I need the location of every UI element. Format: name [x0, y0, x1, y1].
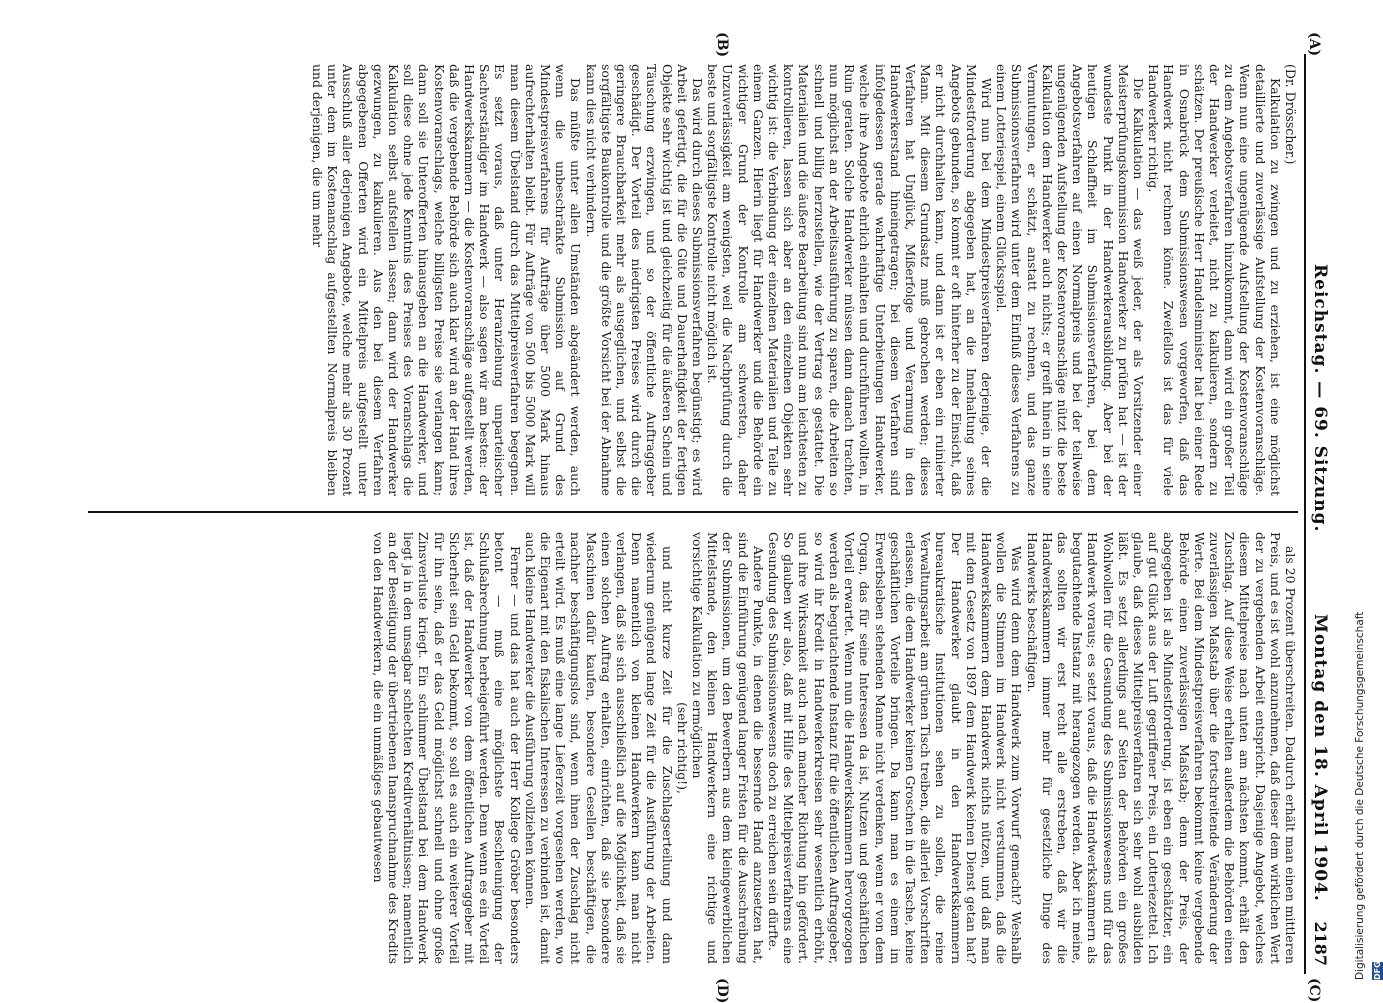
paragraph: Die Kalkulation — das weiß jeder, der als Vorsitzender einer Meisterprüfungskommission Handwerker zu prüfen hat — ist der wundeste Punkt in der Handwerkerausbildung. Aber bei der heutigen Schlaffheit im Submissionsverfahren, bei dem Angebotsverfahren auf einen Normalpreis und bei der teilweise ungenügenden Aufstellung der Kostenvoranschläge nützt die beste Kalkulation dem Handwerker auch nichts; er greift hinein in seine Vermutungen, er schätzt, anstatt zu rechnen, und das ganze Submissionsverfahren wird unter dem Einfluß dieses Verfahrens zu einem Lotteriespiel, einem Glücksspiel.	[994, 64, 1146, 496]
margin-marker-b: (B)	[714, 32, 730, 58]
paragraph: und nicht kurze Zeit für die Zuschlagserteilung und dann wiederum genügend lange Zeit für die Ausführung der Arbeiten. Denn namentlich von kleinen Handwerkern kann man nicht verlangen, daß sie sich ausschließlich auf die Möglichkeit, daß sie einen solchen Auftrag erhalten, einrichten, daß sie besondere Maschinen dafür kaufen, besondere Gesellen beschäftigen, die nachher beschäftigungslos sind, wenn ihnen der Zuschlag nicht erteilt wird. Es muß eine lange Lieferzeit vorgesehen werden, wo die Eigenart mit den fiskalischen Interessen zu verbinden ist, damit auch kleine Handwerker die Ausführung vollziehen können.	[522, 532, 675, 964]
page-header	[1306, 54, 1330, 974]
margin-marker-d: (D)	[714, 978, 730, 1003]
dfg-logo: DFG	[1373, 961, 1382, 980]
document-page	[70, 32, 1330, 1003]
column-divider	[88, 511, 1298, 513]
paragraph: Kalkulation zu zwingen und zu erziehen, ist eine möglichst detaillierte und zuverlässige Aufstellung der Kostenvoranschläge. Wenn nun eine ungenügende Aufstellung der Kostenvoranschläge zu dem Angebotsverfahren hinzukommt, dann wird ein großer Teil der Handwerker verleitet, nicht zu kalkulieren, sondern zu schätzen. Der preußische Herr Handelsminister hat bei einer Rede in Osnabrück dem Submissionswesen vorgeworfen, daß das Handwerk nicht rechnen könne. Zweifellos ist das für viele Handwerker richtig.	[1146, 64, 1283, 496]
margin-marker-c: (C)	[1306, 978, 1322, 1003]
page-number: 2187	[1311, 921, 1330, 966]
interjection: (sehr richtig!),	[674, 702, 690, 794]
paragraph: Das müßte unter allen Umständen abgeändert werden, auch wenn die unbeschränkte Submission auf Grund des Mindestpreisverfahrens für Aufträge über 5000 Mark hinaus aufrechterhalten bleibt. Für Aufträge von 500 bis 5000 Mark will man diesem Übelstand durch das Mittelpreisverfahren begegnen. Es setzt voraus, daß unter Heranziehung unparteiischer Sachverständiger im Handwerk — also sagen wir am besten: der Handwerkskammern — die Kostenvoranschläge aufgestellt werden, daß die vergebende Behörde sich auch klar wird an der Hand ihres Kostenvoranschlags, welche billigsten Preise sie verlangen kann; dann soll sie Unterofferten hinausgeben an die Handwerker, und soll diese ohne jede Kenntnis des Preises des Voranschlags die Kalkulation selbst aufstellen lassen; dann wird der Handwerker gezwungen, zu kalkulieren. Aus den bei diesem Verfahren abgegebenen Offerten wird ein Mittelpreis aufgestellt unter Ausschluß aller derjenigen Angebote, welche mehr als 30 Prozent unter dem im Kostenanschlag aufgestellten Normalpreis bleiben und derjenigen, die um mehr	[310, 64, 584, 496]
margin-marker-a: (A)	[1306, 32, 1322, 57]
digitization-note: Digitalisierung gefördert durch die Deutsche Forschungsgemeinschaft	[1354, 611, 1366, 980]
header-left-title: Reichstag. — 69. Sitzung.	[1310, 264, 1330, 533]
header-rule	[1304, 54, 1306, 974]
paragraph: Das wird durch dieses Submissionsverfahren begünstigt; es wird Arbeit gefertigt, die für die Güte und Dauerhaftigkeit der fertigen Objekte sehr wichtig ist und gleichzeitig für die äußeren Schein und Täuschung erzwingen, und so der öffentliche Auftraggeber geschädigt. Der Vorteil des niedrigsten Preises wird durch die geringere Brauchbarkeit mehr als ausgeglichen, und selbst die sorgfältigste Baukontrolle und die größte Vorsicht bei der Abnahme kann dies nicht verhindern.	[583, 64, 706, 496]
paragraph: Ferner — und das hat auch der Herr Kollege Gröber besonders betont — muß eine möglichste Beschleunigung der Schlußabrechnung herbeigeführt werden. Denn wenn es ein Vorteil ist, daß der Handwerker von dem öffentlichen Auftraggeber mit Sicherheit sein Geld bekommt, so soll es auch ein weiterer Vorteil für ihn sein, daß er das Geld möglichst schnell und ohne große Zinsverluste kriegt. Ein schlimmer Übelstand bei dem Handwerk liegt ja in den unsagbar schlechten Kreditverhältnissen; namentlich an der Beseitigung der übertriebenen Inanspruchnahme des Kredits von den Handwerkern, die ein unmäßiges gebautwesen	[370, 532, 523, 964]
paragraph: Andere Punkte, in denen die bessernde Hand anzusetzen hat, sind die Einführung genügend langer Fristen für die Ausschreibung der Submissionen, um den Bewerbern aus dem kleingewerblichen Mittelstande, den kleinen Handwerkern eine richtige und vorsichtige Kalkulation zu ermöglichen	[690, 532, 766, 964]
paragraph: Wird nun bei dem Mindestpreisverfahren derjenige, der die Mindestforderung abgegeben hat, an die Innehaltung seines Angebots gebunden, so kommt er oft hinterher zu der Einsicht, daß er nicht durchhalten kann, und dann ist er eben ein ruinierter Mann. Mit diesem Grundsatz muß gebrochen werden; dieses Verfahren hat Unglück, Mißerfolge und Verarmung in den Handwerkerstand hineingetragen; bei diesem Verfahren sind infolgedessen gerade wahrhaftige Unterbietungen Handwerker, welche ihre Angebote ehrlich einhalten und durchführen wollten, in Ruin geraten. Solche Handwerker müssen dann danach trachten, nun möglichst an der Arbeitsausführung zu sparen, die Arbeiten so schnell und billig herzustellen, wie der Vertrag es gestattet. Die Materialien und die äußere Bearbeitung sind nun am leichtesten zu kontrollieren, lassen sich aber an den einzelnen Objekten sehr wichtig ist: die Verbindung der einzelnen Materialien und Teile zu einem Ganzen. Hierin liegt für Handwerker und die Behörde ein wichtiger Grund der Kontrolle am schwersten, daher Unzuverlässigkeit am wenigsten, weil die Nachprüfung durch die beste und sorgfältigste Kontrolle nicht möglich ist.	[705, 64, 994, 496]
left-column	[88, 64, 1298, 496]
speaker-label: (Dr. Drösscher.)	[1283, 64, 1298, 165]
paragraph: als 20 Prozent überschreiten. Dadurch erhält man einen mittleren Preis, und es ist wohl anzunehmen, daß dieser dem wirklichen Wert der zu vergebenden Arbeit entspricht. Dasjenige Angebot, welches diesem Mittelpreise nach unten am nächsten kommt, erhält den Zuschlag. Auf diese Weise erhalten außerdem die Behörden einen zuverlässigen Maßstab über die fortschreitende Veränderung der Werte. Bei dem Mindestpreisverfahren bekommt keine vergebende Behörde einen zuverlässigen Maßstab; denn der Preis, der abgegeben ist als Mindestforderung, ist eben ein geschätzter, ein auf gut Glück aus der Luft gegriffener Preis, ein Lotteriezettel. Ich glaube, daß dieses Mittelpreisverfahren sich sehr wohl ausbilden läßt. Es setzt allerdings auf Seiten der Behörden ein großes Wohlwollen für die Gesundung des Submissionswesens und für das Handwerk voraus; es setzt voraus, daß die Handwerkskammern als begutachtende Instanz mit herangezogen werden. Aber ich meine, das sollten wir erst recht alle erstreben, daß wir die Handwerkskammern immer mehr für gesetzliche Dinge des Handwerks beschäftigen.	[1024, 532, 1298, 964]
header-right-title: Montag den 18. April 1904.	[1310, 614, 1330, 902]
paragraph: Was wird denn dem Handwerk zum Vorwurf gemacht? Weshalb wollen die Stimmen im Handwerk nicht verstummen, daß die Handwerkskammern dem Handwerk nichts nützen, und daß man mit dem Gesetz von 1897 dem Handwerk keinen Dienst getan hat? Der Handwerker glaubt in den Handwerkskammern bureaukratische Institutionen sehen zu sollen, die reine Verwaltungsarbeit am grünen Tisch treiben, die allerlei Vorschriften erlassen, die dem Handwerker keinen Groschen in die Tasche, keine geschäftlichen Vorteile bringen. Da kann man es einem im Erwerbsleben stehenden Manne nicht verdenken, wenn er von dem Organ, das für seine Interessen da ist, Nutzen und geschäftlichen Vorteil erwartet. Wenn nun die Handwerkskammern hervorgezogen werden als begutachtende Instanz für die öffentlichen Auftraggeber, so wird ihr Kredit in Handwerkerkreisen sehr wesentlich erhöht, und ihre Wirksamkeit auch nach mancher Richtung hin gefördert. So glauben wir also, daß mit Hilfe des Mittelpreisverfahrens eine Gesundung des Submissionswesens doch zu erreichen sein dürfte.	[766, 532, 1025, 964]
right-column	[88, 532, 1298, 964]
